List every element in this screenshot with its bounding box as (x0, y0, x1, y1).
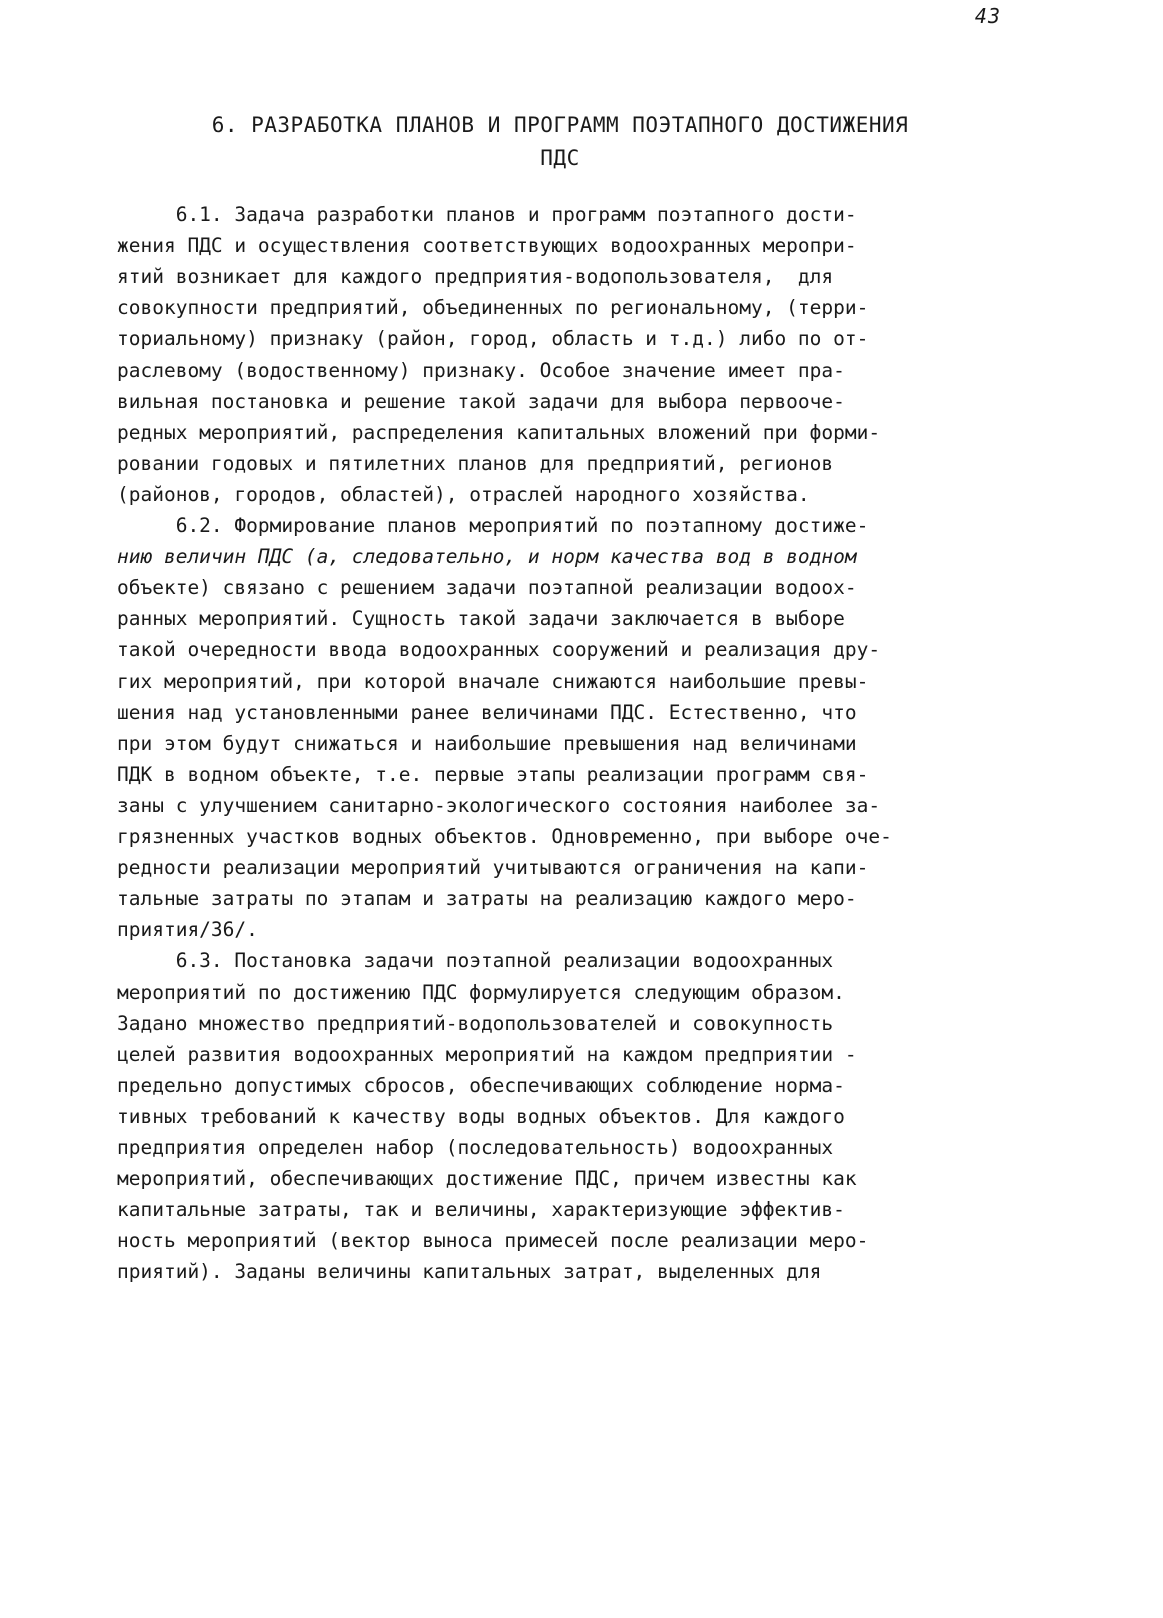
text-line: ториальному) признаку (район, город, область и т.д.) либо по от- (117, 327, 869, 351)
text-line: при этом будут снижаться и наибольшие превышения над величинами (117, 731, 857, 755)
text-line: шения над установленными ранее величинами ПДС. Естественно, что (117, 700, 857, 724)
text-line: вильная постановка и решение такой задачи для выбора первооче- (117, 389, 845, 413)
text-line: ПДК в водном объекте, т.е. первые этапы реализации программ свя- (117, 762, 869, 786)
text-line: предельно допустимых сбросов, обеспечивающих соблюдение норма- (117, 1073, 845, 1097)
text-line: объекте) связано с решением задачи поэтапной реализации водоох- (117, 576, 857, 600)
text-line: предприятия определен набор (последовательность) водоохранных (117, 1136, 834, 1159)
text-line: 6.1. Задача разработки планов и программ поэтапного дости- (117, 203, 857, 226)
text-line: ность мероприятий (вектор выноса примесей после реализации меро- (117, 1229, 869, 1253)
text-line: приятий). Заданы величины капитальных затрат, выделенных для (117, 1260, 822, 1284)
text-line: заны с улучшением санитарно-экологического состояния наиболее за- (117, 793, 881, 817)
page-number: 43 (974, 4, 1001, 28)
text-line: совокупности предприятий, объединенных по региональному, (терри- (117, 296, 869, 320)
text-line: приятия/36/. (117, 918, 258, 942)
text-line: ятий возникает для каждого предприятия-водопользователя, для (117, 265, 834, 289)
section-title-continuation: ПДС (540, 146, 580, 170)
text-line: тальные затраты по этапам и затраты на реализацию каждого меро- (117, 887, 857, 911)
text-line: капитальные затраты, так и величины, характеризующие эффектив- (117, 1198, 845, 1222)
text-line: редности реализации мероприятий учитываются ограничения на капи- (117, 856, 869, 880)
text-line: мероприятий, обеспечивающих достижение ПДС, причем известны как (117, 1167, 857, 1191)
text-line: раслевому (водоственному) признаку. Особое значение имеет пра- (117, 358, 845, 382)
text-line: жения ПДС и осуществления соответствующих водоохранных меропри- (117, 234, 857, 258)
text-line: мероприятий по достижению ПДС формулируется следующим образом. (117, 980, 845, 1004)
text-line: 6.3. Постановка задачи поэтапной реализации водоохранных (117, 949, 834, 973)
text-line: ровании годовых и пятилетних планов для предприятий, регионов (117, 451, 834, 475)
text-line: тивных требований к качеству воды водных объектов. Для каждого (117, 1104, 845, 1128)
section-title: 6. РАЗРАБОТКА ПЛАНОВ И ПРОГРАММ ПОЭТАПНОГО ДОСТИЖЕНИЯ (211, 113, 909, 137)
text-line: нию величин ПДС (а, следовательно, и норм качества вод в водном (117, 545, 857, 569)
text-line: гих мероприятий, при которой вначале снижаются наибольшие превы- (117, 669, 869, 693)
text-line: Задано множество предприятий-водопользователей и совокупность (117, 1011, 834, 1035)
text-line: 6.2. Формирование планов мероприятий по поэтапному достиже- (117, 514, 869, 537)
text-line: редных мероприятий, распределения капитальных вложений при форми- (117, 420, 881, 444)
text-line: целей развития водоохранных мероприятий на каждом предприятии - (117, 1042, 857, 1066)
text-line: такой очередности ввода водоохранных сооружений и реализация дру- (117, 638, 881, 662)
text-line: (районов, городов, областей), отраслей народного хозяйства. (117, 482, 810, 506)
text-line: грязненных участков водных объектов. Одновременно, при выборе оче- (117, 825, 892, 848)
text-line: ранных мероприятий. Сущность такой задачи заключается в выборе (117, 607, 845, 631)
